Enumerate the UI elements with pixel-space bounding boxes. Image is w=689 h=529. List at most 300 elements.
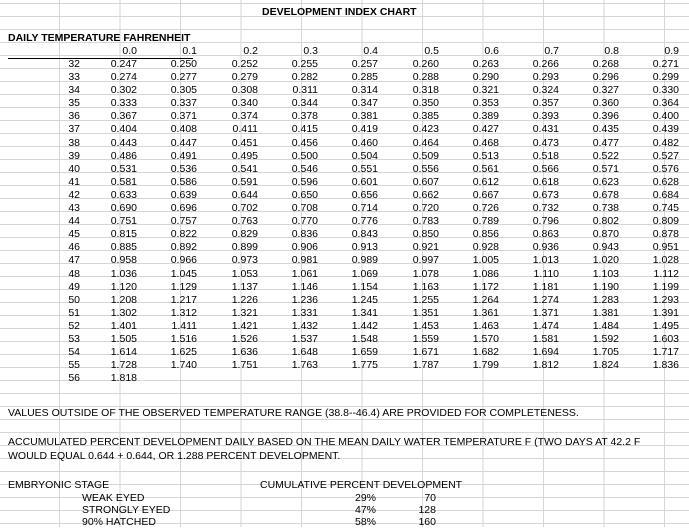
index-cell: 0.504 [351, 149, 378, 162]
index-cell: 0.863 [532, 228, 559, 241]
index-cell: 0.288 [412, 71, 439, 84]
index-cell: 0.419 [351, 123, 378, 136]
temperature-cell: 54 [68, 346, 80, 359]
index-cell: 0.921 [412, 241, 439, 254]
table-subtitle: DAILY TEMPERATURE FAHRENHEIT [8, 32, 191, 44]
index-cell: 1.226 [231, 293, 258, 306]
index-cell: 0.271 [652, 58, 679, 70]
stage-value: 128 [418, 504, 436, 516]
range-note: VALUES OUTSIDE OF THE OBSERVED TEMPERATURE RANGE (38.8--46.4) ARE PROVIDED FOR COMPLETENESS. [8, 407, 579, 419]
index-cell: 0.618 [532, 175, 559, 188]
index-cell: 0.491 [170, 149, 197, 162]
index-cell: 0.439 [652, 123, 679, 136]
index-cell: 0.277 [170, 71, 197, 84]
index-cell: 0.451 [231, 136, 258, 149]
index-cell: 0.486 [110, 149, 137, 162]
index-cell: 0.255 [291, 58, 318, 70]
index-cell: 1.728 [110, 359, 137, 372]
index-cell: 0.690 [110, 202, 137, 215]
index-cell: 0.928 [472, 241, 499, 254]
index-cell: 0.628 [652, 175, 679, 188]
temperature-cell: 51 [68, 306, 80, 319]
index-cell: 0.566 [532, 162, 559, 175]
index-cell: 1.341 [351, 306, 378, 319]
index-cell: 1.199 [652, 280, 679, 293]
index-cell: 0.344 [291, 97, 318, 110]
index-cell: 0.870 [592, 228, 619, 241]
index-cell: 0.958 [110, 254, 137, 267]
index-cell: 0.843 [351, 228, 378, 241]
index-cell: 0.274 [110, 71, 137, 84]
index-cell: 0.796 [532, 215, 559, 228]
index-cell: 0.678 [592, 188, 619, 201]
index-cell: 0.936 [532, 241, 559, 254]
table-row [0, 189, 689, 202]
index-cell: 0.513 [472, 149, 499, 162]
index-cell: 1.371 [532, 306, 559, 319]
index-cell: 0.650 [291, 188, 318, 201]
column-header: 0.3 [303, 45, 318, 57]
index-cell: 0.639 [170, 188, 197, 201]
index-cell: 0.263 [472, 58, 499, 70]
stage-name: 90% HATCHED [82, 516, 156, 528]
accumulated-note: ACCUMULATED PERCENT DEVELOPMENT DAILY BASED ON THE MEAN DAILY WATER TEMPERATURE F (TWO DAYS AT 42.2 F WOULD EQUAL 0.644 + 0.644, OR 1.288 PERCENT DEVELOPMENT. [8, 436, 641, 462]
index-cell: 1.005 [472, 254, 499, 267]
table-row [0, 163, 689, 176]
table-row [0, 71, 689, 84]
temperature-cell: 37 [68, 123, 80, 136]
index-cell: 1.526 [231, 332, 258, 345]
table-row [0, 254, 689, 267]
table-row [0, 241, 689, 254]
table-row [0, 176, 689, 189]
index-cell: 0.714 [351, 202, 378, 215]
index-cell: 0.667 [472, 188, 499, 201]
index-cell: 0.279 [231, 71, 258, 84]
index-cell: 1.172 [472, 280, 499, 293]
index-cell: 1.274 [532, 293, 559, 306]
index-cell: 0.360 [592, 97, 619, 110]
temperature-cell: 40 [68, 162, 80, 175]
temperature-cell: 47 [68, 254, 80, 267]
temperature-cell: 43 [68, 202, 80, 215]
index-cell: 1.453 [412, 319, 439, 332]
index-cell: 0.751 [110, 215, 137, 228]
temperature-cell: 46 [68, 241, 80, 254]
table-row [0, 110, 689, 123]
index-cell: 0.656 [351, 188, 378, 201]
index-cell: 1.787 [412, 359, 439, 372]
index-cell: 1.401 [110, 319, 137, 332]
index-cell: 0.783 [412, 215, 439, 228]
index-cell: 0.353 [472, 97, 499, 110]
index-cell: 0.607 [412, 175, 439, 188]
index-cell: 0.318 [412, 84, 439, 97]
index-cell: 0.757 [170, 215, 197, 228]
column-header: 0.7 [544, 45, 559, 57]
index-cell: 0.250 [170, 58, 197, 70]
column-header: 0.5 [424, 45, 439, 57]
index-cell: 0.385 [412, 110, 439, 123]
column-header: 0.8 [604, 45, 619, 57]
index-cell: 0.321 [472, 84, 499, 97]
index-cell: 1.351 [412, 306, 439, 319]
index-cell: 1.028 [652, 254, 679, 267]
table-row [0, 359, 689, 372]
index-cell: 1.137 [231, 280, 258, 293]
index-cell: 0.789 [472, 215, 499, 228]
index-cell: 0.456 [291, 136, 318, 149]
index-cell: 0.266 [532, 58, 559, 70]
index-cell: 1.625 [170, 346, 197, 359]
index-cell: 0.293 [532, 71, 559, 84]
index-cell: 0.308 [231, 84, 258, 97]
index-cell: 1.020 [592, 254, 619, 267]
index-cell: 0.340 [231, 97, 258, 110]
index-cell: 0.408 [170, 123, 197, 136]
index-cell: 1.671 [412, 346, 439, 359]
index-cell: 0.581 [110, 175, 137, 188]
index-cell: 0.836 [291, 228, 318, 241]
index-cell: 0.576 [652, 162, 679, 175]
temperature-cell: 36 [68, 110, 80, 123]
index-cell: 0.601 [351, 175, 378, 188]
index-cell: 0.612 [472, 175, 499, 188]
index-cell: 1.069 [351, 267, 378, 280]
index-cell: 1.112 [653, 267, 679, 280]
index-cell: 0.551 [351, 162, 378, 175]
development-index-table [0, 58, 689, 385]
index-cell: 1.245 [351, 293, 378, 306]
index-cell: 1.217 [170, 293, 197, 306]
table-row [0, 320, 689, 333]
page-title: DEVELOPMENT INDEX CHART [262, 6, 417, 18]
index-cell: 1.110 [533, 267, 559, 280]
index-cell: 0.644 [231, 188, 258, 201]
index-cell: 1.812 [532, 359, 559, 372]
index-cell: 1.432 [291, 319, 318, 332]
index-cell: 1.818 [110, 372, 137, 385]
index-cell: 0.973 [231, 254, 258, 267]
stage-name: STRONGLY EYED [82, 504, 171, 516]
index-cell: 0.257 [351, 58, 378, 70]
index-cell: 0.252 [231, 58, 258, 70]
index-cell: 1.570 [472, 332, 499, 345]
index-cell: 0.268 [592, 58, 619, 70]
index-cell: 1.103 [592, 267, 619, 280]
index-cell: 0.415 [291, 123, 318, 136]
index-cell: 0.981 [291, 254, 318, 267]
index-cell: 1.463 [472, 319, 499, 332]
temperature-cell: 53 [68, 332, 80, 345]
index-cell: 0.586 [170, 175, 197, 188]
column-header: 0.6 [484, 45, 499, 57]
temperature-cell: 41 [68, 175, 80, 188]
index-cell: 1.255 [412, 293, 439, 306]
column-header-row [0, 45, 689, 58]
table-row [0, 215, 689, 228]
index-cell: 0.878 [652, 228, 679, 241]
index-cell: 1.548 [351, 332, 378, 345]
index-cell: 1.505 [110, 332, 137, 345]
index-cell: 1.603 [652, 332, 679, 345]
temperature-cell: 45 [68, 228, 80, 241]
table-row [0, 372, 689, 385]
index-cell: 0.561 [472, 162, 499, 175]
table-row [0, 202, 689, 215]
index-cell: 1.682 [472, 346, 499, 359]
index-cell: 1.312 [170, 306, 197, 319]
index-cell: 0.633 [110, 188, 137, 201]
index-cell: 0.913 [351, 241, 378, 254]
index-cell: 0.381 [351, 110, 378, 123]
index-cell: 1.799 [472, 359, 499, 372]
index-cell: 0.400 [652, 110, 679, 123]
index-cell: 1.775 [351, 359, 378, 372]
stage-percent: 29% [354, 492, 376, 504]
index-cell: 0.571 [592, 162, 619, 175]
index-cell: 1.053 [231, 267, 258, 280]
index-cell: 1.592 [592, 332, 619, 345]
index-cell: 0.943 [592, 241, 619, 254]
index-cell: 1.146 [291, 280, 318, 293]
index-cell: 0.500 [291, 149, 318, 162]
index-cell: 0.443 [110, 136, 137, 149]
index-cell: 0.720 [412, 202, 439, 215]
index-cell: 0.673 [532, 188, 559, 201]
index-cell: 1.824 [592, 359, 619, 372]
index-cell: 1.190 [592, 280, 619, 293]
index-cell: 1.061 [291, 267, 318, 280]
table-row [0, 268, 689, 281]
index-cell: 0.311 [292, 84, 318, 97]
index-cell: 0.815 [110, 228, 137, 241]
index-cell: 1.236 [291, 293, 318, 306]
index-cell: 0.596 [291, 175, 318, 188]
index-cell: 0.378 [291, 110, 318, 123]
index-cell: 0.374 [231, 110, 258, 123]
index-cell: 1.559 [412, 332, 439, 345]
temperature-cell: 50 [68, 293, 80, 306]
index-cell: 0.822 [170, 228, 197, 241]
temperature-cell: 39 [68, 149, 80, 162]
temperature-cell: 38 [68, 136, 80, 149]
index-cell: 1.013 [532, 254, 559, 267]
index-cell: 0.536 [170, 162, 197, 175]
index-cell: 0.738 [592, 202, 619, 215]
column-header: 0.1 [182, 45, 197, 57]
index-cell: 1.361 [472, 306, 499, 319]
index-cell: 0.411 [232, 123, 258, 136]
index-cell: 1.078 [412, 267, 439, 280]
index-cell: 0.357 [532, 97, 559, 110]
table-row [0, 228, 689, 241]
cumulative-development-label: CUMULATIVE PERCENT DEVELOPMENT [260, 479, 463, 491]
index-cell: 0.776 [351, 215, 378, 228]
index-cell: 0.302 [110, 84, 137, 97]
index-cell: 1.120 [110, 280, 137, 293]
temperature-cell: 35 [68, 97, 80, 110]
column-header: 0.0 [122, 45, 137, 57]
index-cell: 1.163 [412, 280, 439, 293]
table-row [0, 346, 689, 359]
stage-value: 160 [418, 516, 436, 528]
index-cell: 1.484 [592, 319, 619, 332]
index-cell: 1.537 [291, 332, 318, 345]
stage-name: WEAK EYED [82, 492, 145, 504]
index-cell: 0.314 [351, 84, 378, 97]
index-cell: 1.302 [110, 306, 137, 319]
index-cell: 0.732 [532, 202, 559, 215]
index-cell: 0.696 [170, 202, 197, 215]
temperature-cell: 52 [68, 319, 80, 332]
index-cell: 0.296 [592, 71, 619, 84]
index-cell: 0.906 [291, 241, 318, 254]
index-cell: 1.495 [652, 319, 679, 332]
index-cell: 1.751 [231, 359, 258, 372]
index-cell: 0.518 [532, 149, 559, 162]
table-row [0, 150, 689, 163]
index-cell: 0.850 [412, 228, 439, 241]
index-cell: 0.885 [110, 241, 137, 254]
index-cell: 0.527 [652, 149, 679, 162]
index-cell: 0.285 [351, 71, 378, 84]
index-cell: 0.464 [412, 136, 439, 149]
index-cell: 0.829 [231, 228, 258, 241]
index-cell: 1.421 [231, 319, 258, 332]
index-cell: 0.371 [170, 110, 197, 123]
index-cell: 1.331 [291, 306, 318, 319]
table-row [0, 97, 689, 110]
index-cell: 0.427 [472, 123, 499, 136]
index-cell: 0.333 [110, 97, 137, 110]
index-cell: 1.740 [170, 359, 197, 372]
index-cell: 1.581 [532, 332, 559, 345]
table-row [0, 84, 689, 97]
index-cell: 1.154 [351, 280, 378, 293]
index-cell: 0.260 [412, 58, 439, 70]
index-cell: 0.431 [532, 123, 559, 136]
index-cell: 1.208 [110, 293, 137, 306]
index-cell: 0.997 [412, 254, 439, 267]
index-cell: 0.623 [592, 175, 619, 188]
index-cell: 0.591 [231, 175, 258, 188]
index-cell: 0.856 [472, 228, 499, 241]
index-cell: 0.702 [231, 202, 258, 215]
index-cell: 0.802 [592, 215, 619, 228]
index-cell: 1.763 [291, 359, 318, 372]
temperature-cell: 42 [68, 188, 80, 201]
temperature-cell: 56 [68, 372, 80, 385]
index-cell: 0.330 [652, 84, 679, 97]
index-cell: 0.892 [170, 241, 197, 254]
index-cell: 0.951 [652, 241, 679, 254]
index-cell: 0.546 [291, 162, 318, 175]
index-cell: 1.442 [351, 319, 378, 332]
index-cell: 0.770 [291, 215, 318, 228]
index-cell: 1.694 [532, 346, 559, 359]
index-cell: 0.468 [472, 136, 499, 149]
index-cell: 0.745 [652, 202, 679, 215]
embryonic-stage-label: EMBRYONIC STAGE [8, 479, 110, 491]
table-row [0, 281, 689, 294]
temperature-cell: 55 [68, 359, 80, 372]
index-cell: 0.290 [472, 71, 499, 84]
stage-percent: 58% [354, 516, 376, 528]
table-row [0, 58, 689, 71]
index-cell: 1.614 [110, 346, 137, 359]
index-cell: 0.473 [532, 136, 559, 149]
index-cell: 1.836 [652, 359, 679, 372]
index-cell: 1.381 [592, 306, 619, 319]
index-cell: 1.411 [171, 319, 197, 332]
stage-value: 70 [424, 492, 436, 504]
index-cell: 0.522 [592, 149, 619, 162]
column-header: 0.9 [664, 45, 679, 57]
index-cell: 0.460 [351, 136, 378, 149]
table-row [0, 333, 689, 346]
index-cell: 1.283 [592, 293, 619, 306]
index-cell: 1.648 [291, 346, 318, 359]
index-cell: 0.662 [412, 188, 439, 201]
index-cell: 0.684 [652, 188, 679, 201]
temperature-cell: 48 [68, 267, 80, 280]
index-cell: 0.396 [592, 110, 619, 123]
table-row [0, 123, 689, 136]
index-cell: 0.247 [110, 58, 137, 70]
index-cell: 1.293 [652, 293, 679, 306]
index-cell: 0.389 [472, 110, 499, 123]
index-cell: 0.726 [472, 202, 499, 215]
index-cell: 0.305 [170, 84, 197, 97]
stage-row [0, 516, 689, 529]
index-cell: 1.659 [351, 346, 378, 359]
temperature-cell: 49 [68, 280, 80, 293]
index-cell: 0.282 [291, 71, 318, 84]
index-cell: 1.474 [532, 319, 559, 332]
table-row [0, 294, 689, 307]
stage-percent: 47% [354, 504, 376, 516]
column-header: 0.4 [363, 45, 378, 57]
index-cell: 0.367 [110, 110, 137, 123]
index-cell: 0.966 [170, 254, 197, 267]
index-cell: 0.495 [231, 149, 258, 162]
index-cell: 0.899 [231, 241, 258, 254]
index-cell: 0.423 [412, 123, 439, 136]
index-cell: 1.181 [532, 280, 559, 293]
index-cell: 0.556 [412, 162, 439, 175]
index-cell: 1.705 [592, 346, 619, 359]
index-cell: 0.299 [652, 71, 679, 84]
table-row [0, 307, 689, 320]
temperature-cell: 32 [68, 58, 80, 70]
index-cell: 1.045 [170, 267, 197, 280]
index-cell: 1.636 [231, 346, 258, 359]
index-cell: 0.477 [592, 136, 619, 149]
index-cell: 1.086 [472, 267, 499, 280]
index-cell: 0.763 [231, 215, 258, 228]
index-cell: 0.447 [170, 136, 197, 149]
index-cell: 0.324 [532, 84, 559, 97]
index-cell: 1.129 [170, 280, 197, 293]
index-cell: 0.482 [652, 136, 679, 149]
index-cell: 0.364 [652, 97, 679, 110]
index-cell: 0.393 [532, 110, 559, 123]
index-cell: 1.717 [652, 346, 679, 359]
index-cell: 1.321 [231, 306, 258, 319]
index-cell: 0.347 [351, 97, 378, 110]
index-cell: 0.404 [110, 123, 137, 136]
